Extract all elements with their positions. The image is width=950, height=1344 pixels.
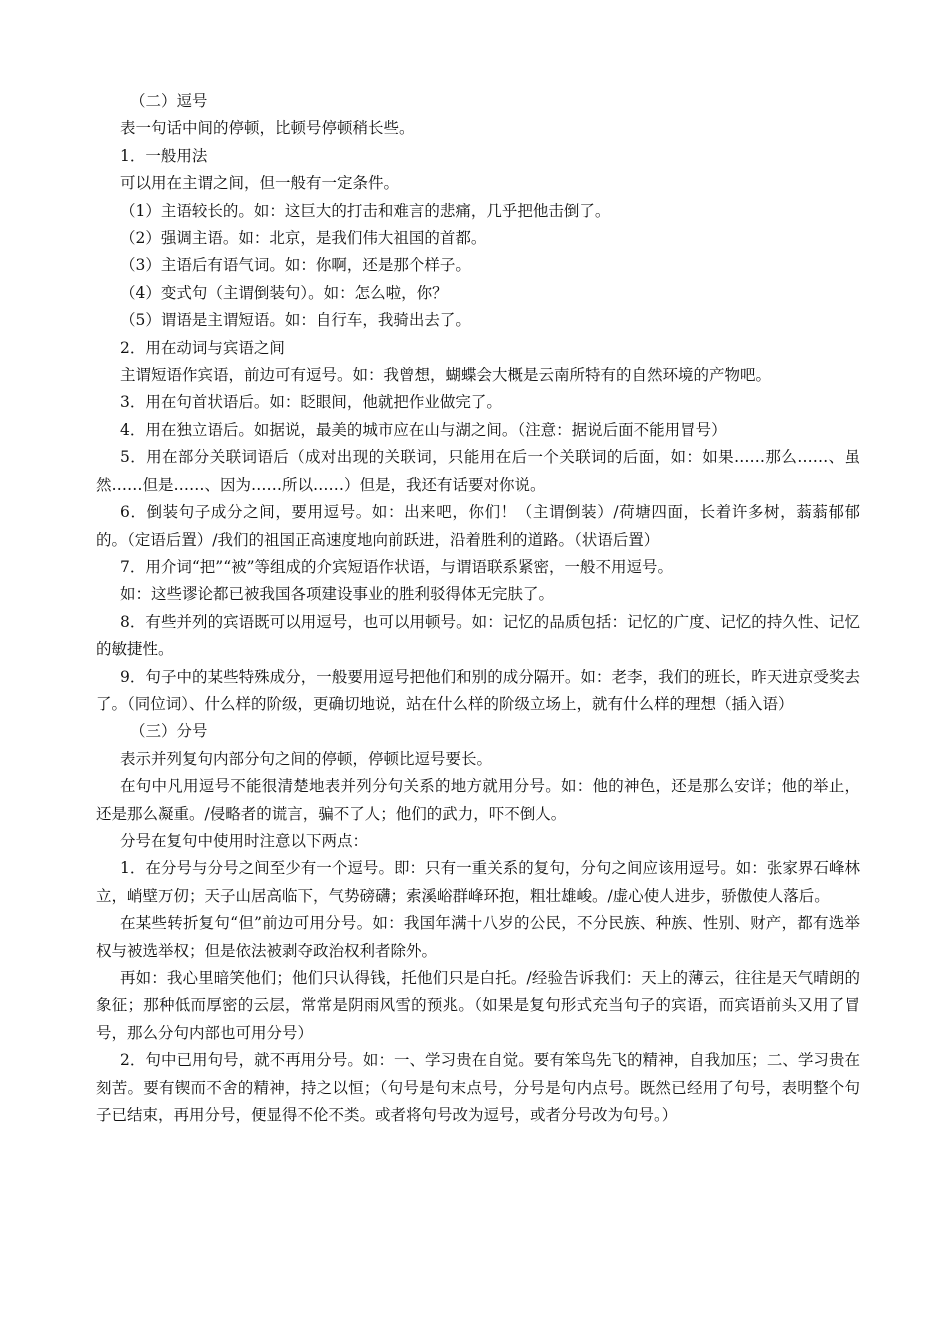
paragraph: 在某些转折复句“但”前边可用分号。如：我国年满十八岁的公民，不分民族、种族、性别、财产，都有选举权与被选举权；但是依法被剥夺政治权利者除外。 (96, 914, 860, 960)
list-item: （1）主语较长的。如：这巨大的打击和难言的悲痛，几乎把他击倒了。 (120, 201, 611, 220)
subheading: 2．用在动词与宾语之间 (120, 338, 285, 357)
paragraph: 分号在复句中使用时注意以下两点： (120, 831, 369, 850)
section-heading-semicolon: （三）分号 (130, 722, 208, 741)
list-item: （2）强调主语。如：北京，是我们伟大祖国的首都。 (120, 229, 487, 248)
paragraph: 主谓短语作宾语，前边可有逗号。如：我曾想，蝴蝶会大概是云南所特有的自然环境的产物吧。 (120, 366, 772, 385)
paragraph: 在句中凡用逗号不能很清楚地表并列分句关系的地方就用分号。如：他的神色，还是那么安详；他的举止，还是那么凝重。/侵略者的谎言，骗不了人；他们的武力，吓不倒人。 (96, 777, 860, 823)
paragraph: 4．用在独立语后。如据说，最美的城市应在山与湖之间。（注意：据说后面不能用冒号） (120, 420, 727, 439)
paragraph: 表一句话中间的停顿，比顿号停顿稍长些。 (120, 119, 415, 138)
list-item: （5）谓语是主谓短语。如：自行车，我骑出去了。 (120, 311, 471, 330)
paragraph: 3．用在句首状语后。如：眨眼间，他就把作业做完了。 (120, 393, 502, 412)
list-item: （4）变式句（主谓倒装句）。如：怎么啦，你？ (120, 283, 448, 302)
paragraph: 再如：我心里暗笑他们；他们只认得钱，托他们只是白托。/经验告诉我们：天上的薄云，往往是天气晴朗的象征；那种低而厚密的云层，常常是阴雨风雪的预兆。（如果是复句形式充当句子的宾语，而宾语前头又用了冒号，那么分句内部也可用分号） (96, 969, 860, 1042)
paragraph: 1．在分号与分号之间至少有一个逗号。即：只有一重关系的复句，分句之间应该用逗号。如：张家界石峰林立，峭壁万仞；天子山居高临下，气势磅礴；索溪峪群峰环抱，粗壮雄峻。/虚心使人进步，骄傲使人落后。 (96, 859, 860, 905)
paragraph: 9．句子中的某些特殊成分，一般要用逗号把他们和别的成分隔开。如：老李，我们的班长，昨天进京受奖去了。（同位词）、什么样的阶级，更确切地说，站在什么样的阶级立场上，就有什么样的理想（插入语） (96, 667, 860, 713)
list-item: （3）主语后有语气词。如：你啊，还是那个样子。 (120, 256, 471, 275)
paragraph: 8．有些并列的宾语既可以用逗号，也可以用顿号。如：记忆的品质包括：记忆的广度、记忆的持久性、记忆的敏捷性。 (96, 612, 860, 659)
section-heading-comma: （二）逗号 (130, 92, 208, 110)
subheading: 1．一般用法 (120, 146, 208, 165)
paragraph: 5．用在部分关联词语后（成对出现的关联词，只能用在后一个关联词的后面，如：如果……那么……、虽然……但是……、因为……所以……）但是，我还有话要对你说。 (96, 448, 860, 494)
paragraph: 可以用在主谓之间，但一般有一定条件。 (120, 174, 400, 193)
paragraph: 如：这些谬论都已被我国各项建设事业的胜利驳得体无完肤了。 (120, 585, 555, 604)
paragraph: 2．句中已用句号，就不再用分号。如：一、学习贵在自觉。要有笨鸟先飞的精神，自我加压；二、学习贵在刻苦。要有锲而不舍的精神，持之以恒；（句号是句末点号，分号是句内点号。既然已经用了句号，表明整个句子已结束，再用分号，便显得不伦不类。或者将句号改为逗号，或者分号改为句号。） (96, 1051, 860, 1125)
paragraph: 6．倒装句子成分之间，要用逗号。如：出来吧，你们！（主谓倒装）/荷塘四面，长着许多树，蓊蓊郁郁的。（定语后置）/我们的祖国正高速度地向前跃进，沿着胜利的道路。（状语后置） (96, 503, 860, 549)
paragraph: 表示并列复句内部分句之间的停顿，停顿比逗号要长。 (120, 749, 493, 768)
paragraph: 7．用介词“把”“被”等组成的介宾短语作状语，与谓语联系紧密，一般不用逗号。 (120, 557, 674, 576)
